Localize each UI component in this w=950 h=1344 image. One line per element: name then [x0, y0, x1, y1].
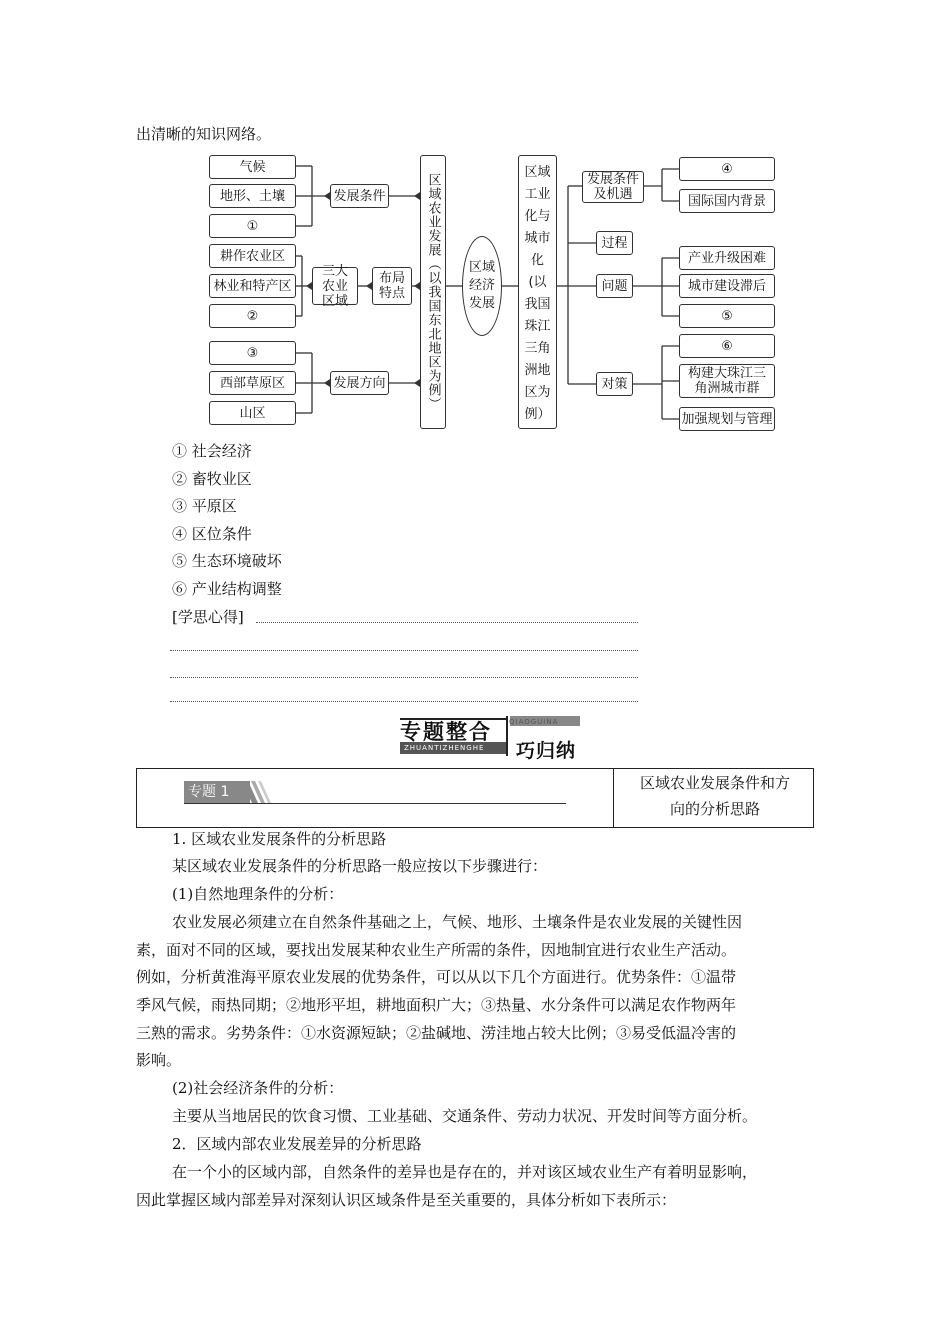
- body-line-10: (2)社会经济条件的分析：: [172, 1079, 344, 1097]
- topic-divider: [613, 768, 614, 828]
- leaf-blank-1: ①: [209, 214, 296, 238]
- body-line-1: 1. 区域农业发展条件的分析思路: [172, 830, 387, 848]
- leaf-climate: 气候: [209, 155, 296, 179]
- leaf-blank-3: ③: [209, 341, 296, 365]
- banner-main-title: 专题整合: [400, 720, 492, 744]
- leaf-western-grassland: 西部草原区: [209, 371, 296, 395]
- body-line-14: 因此掌握区域内部差异对深刻认识区域条件是至关重要的，具体分析如下表所示：: [136, 1191, 677, 1209]
- reflection-label: [学思心得]: [172, 608, 244, 626]
- node-layout-features: 布局特点: [372, 267, 412, 305]
- leaf-blank-2: ②: [209, 304, 296, 328]
- body-line-8: 三熟的需求。劣势条件：①水资源短缺；②盐碱地、涝洼地占较大比例；③易受低温冷害的: [136, 1024, 737, 1042]
- leaf-city-cluster: 构建大珠江三角洲城市群: [679, 364, 775, 398]
- reflection-line-4: [170, 701, 638, 702]
- body-line-3: (1)自然地理条件的分析：: [172, 885, 344, 903]
- leaf-blank-4: ④: [679, 157, 775, 181]
- leaf-blank-5: ⑤: [679, 304, 775, 328]
- node-center: 区域经济发展: [462, 236, 502, 336]
- reflection-line-1: [256, 622, 638, 623]
- reflection-line-2: [170, 650, 638, 651]
- leaf-intl-background: 国际国内背景: [679, 189, 775, 213]
- banner-pinyin-bottom: ZHUANTIZHENGHE: [404, 744, 485, 752]
- node-industry-title: 区域工业化与城市化(以我国珠江三角洲地区为例）: [518, 155, 557, 429]
- body-line-12: 2．区域内部农业发展差异的分析思路: [172, 1135, 422, 1153]
- body-line-9: 影响。: [136, 1051, 182, 1069]
- banner-pinyin-top: QIAOGUINA: [509, 718, 559, 726]
- answer-4: ④ 区位条件: [172, 525, 252, 543]
- topic-title-line-1: 区域农业发展条件和方: [639, 774, 790, 792]
- answer-3: ③ 平原区: [172, 497, 237, 515]
- intro-line: 出清晰的知识网络。: [136, 125, 272, 143]
- node-problems: 问题: [596, 274, 633, 298]
- body-line-4: 农业发展必须建立在自然条件基础之上，气候、地形、土壤条件是农业发展的关键性因: [172, 913, 743, 931]
- body-line-7: 季风气候，雨热同期；②地形平坦，耕地面积广大；③热量、水分条件可以满足农作物两年: [136, 996, 737, 1014]
- node-countermeasures: 对策: [596, 372, 633, 396]
- topic-underline: [184, 803, 566, 804]
- leaf-urban-lag: 城市建设滞后: [679, 274, 775, 298]
- node-dev-conditions: 发展条件: [330, 184, 389, 208]
- node-three-regions: 三大农业区域: [312, 267, 358, 305]
- leaf-farming-zone: 耕作农业区: [209, 244, 296, 268]
- leaf-planning: 加强规划与管理: [679, 407, 775, 431]
- banner-sub-title: 巧归纳: [516, 740, 577, 762]
- diagram-connectors: [0, 0, 950, 440]
- topic-stripes: [242, 781, 272, 803]
- node-process: 过程: [596, 231, 633, 255]
- banner-divider: [506, 716, 508, 756]
- body-line-2: 某区域农业发展条件的分析思路一般应按以下步骤进行：: [172, 857, 548, 875]
- body-line-13: 在一个小的区域内部，自然条件的差异也是存在的，并对该区域农业生产有着明显影响，: [172, 1163, 758, 1181]
- body-line-6: 例如，分析黄淮海平原农业发展的优势条件，可以从以下几个方面进行。优势条件：①温带: [136, 968, 737, 986]
- topic-label: 专题 1: [184, 781, 250, 803]
- answer-1: ① 社会经济: [172, 442, 252, 460]
- topic-title-line-2: 向的分析思路: [669, 800, 760, 818]
- leaf-industry-upgrade: 产业升级困难: [679, 246, 775, 270]
- body-line-11: 主要从当地居民的饮食习惯、工业基础、交通条件、劳动力状况、开发时间等方面分析。: [172, 1107, 758, 1125]
- node-dev-direction: 发展方向: [330, 371, 389, 395]
- answer-6: ⑥ 产业结构调整: [172, 580, 282, 598]
- node-agri-title: 区域农业发展（以我国东北地区为例）: [420, 155, 446, 429]
- leaf-blank-6: ⑥: [679, 334, 775, 358]
- leaf-mountain: 山区: [209, 401, 296, 425]
- body-line-5: 素，面对不同的区域，要找出发展某种农业生产所需的条件，因地制宜进行农业生产活动。: [136, 941, 737, 959]
- reflection-line-3: [170, 677, 638, 678]
- leaf-forestry-zone: 林业和特产区: [209, 274, 296, 298]
- answer-5: ⑤ 生态环境破坏: [172, 552, 282, 570]
- topic-title: [618, 770, 812, 822]
- node-dev-opportunities: 发展条件及机遇: [582, 171, 644, 203]
- leaf-terrain-soil: 地形、土壤: [209, 184, 296, 208]
- answer-2: ② 畜牧业区: [172, 470, 252, 488]
